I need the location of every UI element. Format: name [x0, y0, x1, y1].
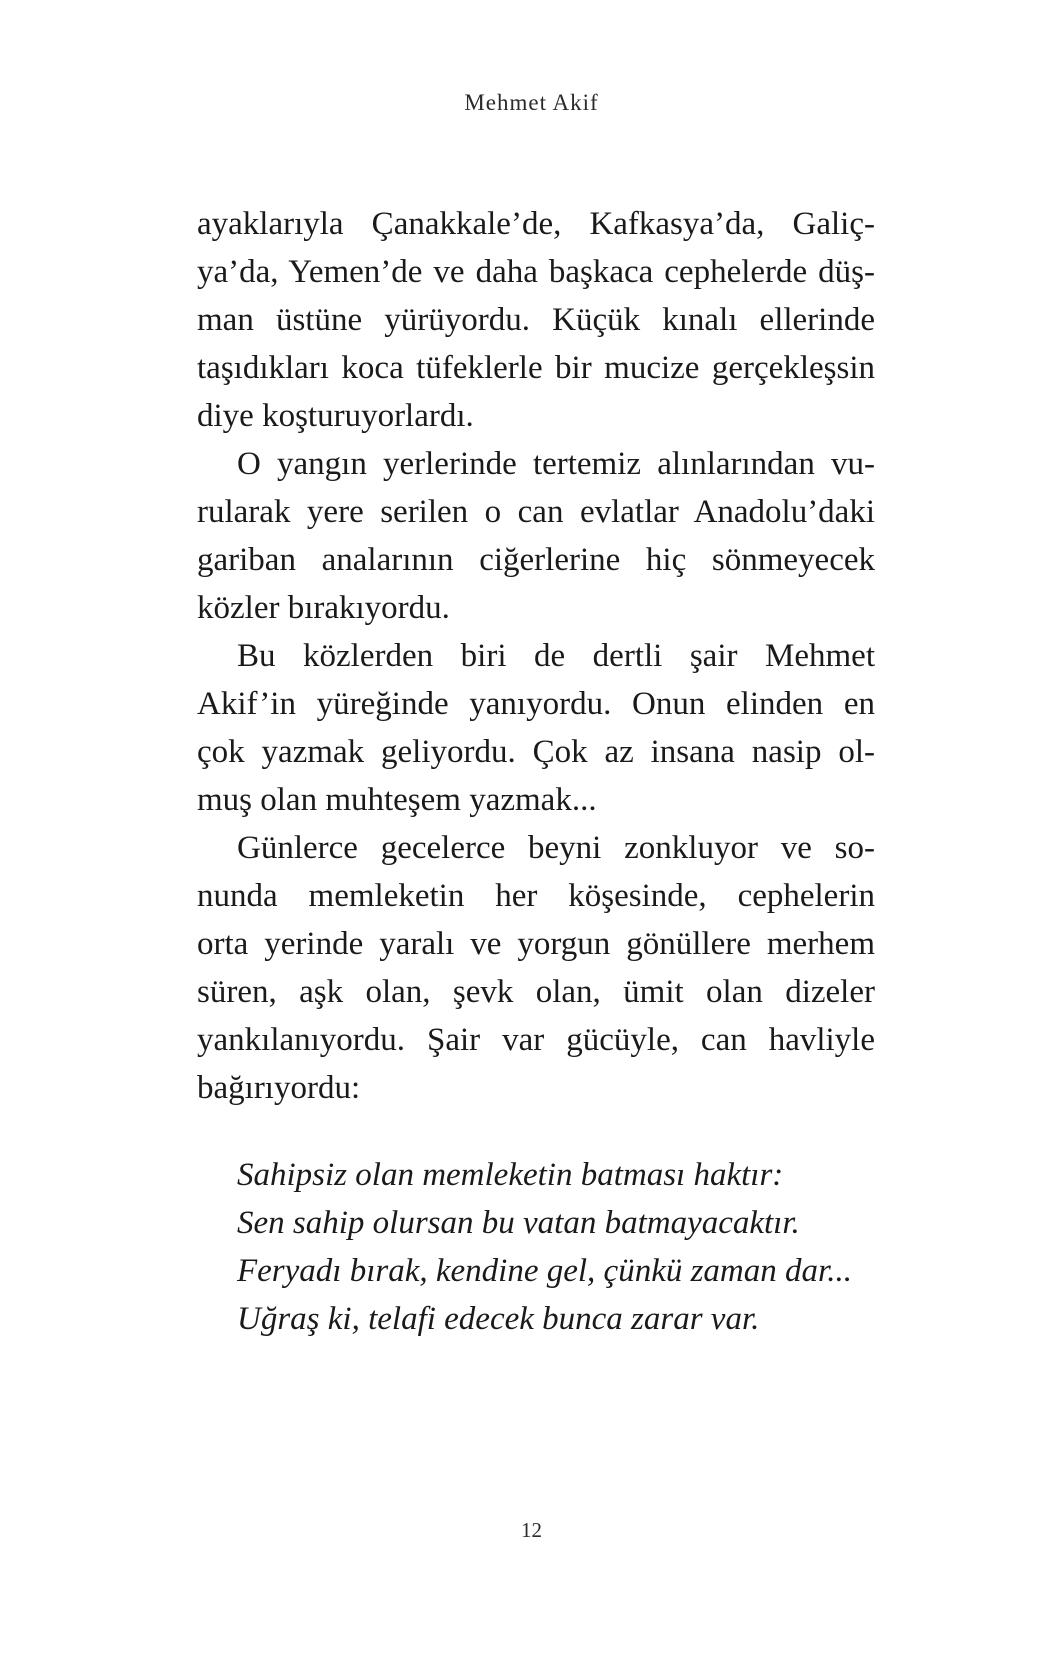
body-line: Günlerce gecelerce beyni zonkluyor ve so-: [237, 830, 875, 866]
poem-stanza: [237, 1151, 877, 1343]
body-line: nunda memleketin her köşesinde, cephelerin: [197, 878, 875, 914]
poem-line: Sahipsiz olan memleketin batması haktır:: [237, 1157, 784, 1193]
poem-line: Uğraş ki, telafi edecek bunca zarar var.: [237, 1301, 760, 1337]
body-text: [197, 200, 875, 1112]
body-line: Bu közlerden biri de dertli şair Mehmet: [237, 638, 875, 674]
running-header-author: Mehmet Akif: [464, 90, 599, 115]
poem-line: Feryadı bırak, kendine gel, çünkü zaman dar...: [237, 1253, 852, 1289]
body-line: gariban analarının ciğerlerine hiç sönmeyecek: [197, 542, 875, 578]
body-line: muş olan muhteşem yazmak...: [197, 782, 597, 818]
body-line: bağırıyordu:: [197, 1070, 361, 1106]
body-line: közler bırakıyordu.: [197, 590, 450, 626]
body-line: taşıdıkları koca tüfeklerle bir mucize gerçekleşsin: [197, 350, 875, 386]
body-line: orta yerinde yaralı ve yorgun gönüllere merhem: [197, 926, 875, 962]
poem-line: Sen sahip olursan bu vatan batmayacaktır.: [237, 1205, 800, 1241]
body-line: rularak yere serilen o can evlatlar Anadolu’daki: [197, 494, 875, 530]
body-line: O yangın yerlerinde tertemiz alınlarından vu-: [237, 446, 875, 482]
body-line: diye koşturuyorlardı.: [197, 398, 474, 434]
body-line: süren, aşk olan, şevk olan, ümit olan dizeler: [197, 974, 875, 1010]
body-line: ayaklarıyla Çanakkale’de, Kafkasya’da, Galiç-: [197, 206, 875, 242]
body-line: man üstüne yürüyordu. Küçük kınalı ellerinde: [197, 302, 875, 338]
body-line: çok yazmak geliyordu. Çok az insana nasip ol-: [197, 734, 875, 770]
body-line: yankılanıyordu. Şair var gücüyle, can havliyle: [197, 1022, 875, 1058]
page-number: 12: [521, 1518, 542, 1542]
body-line: ya’da, Yemen’de ve daha başkaca cephelerde düş-: [197, 254, 875, 290]
body-line: Akif’in yüreğinde yanıyordu. Onun elinden en: [197, 686, 875, 722]
